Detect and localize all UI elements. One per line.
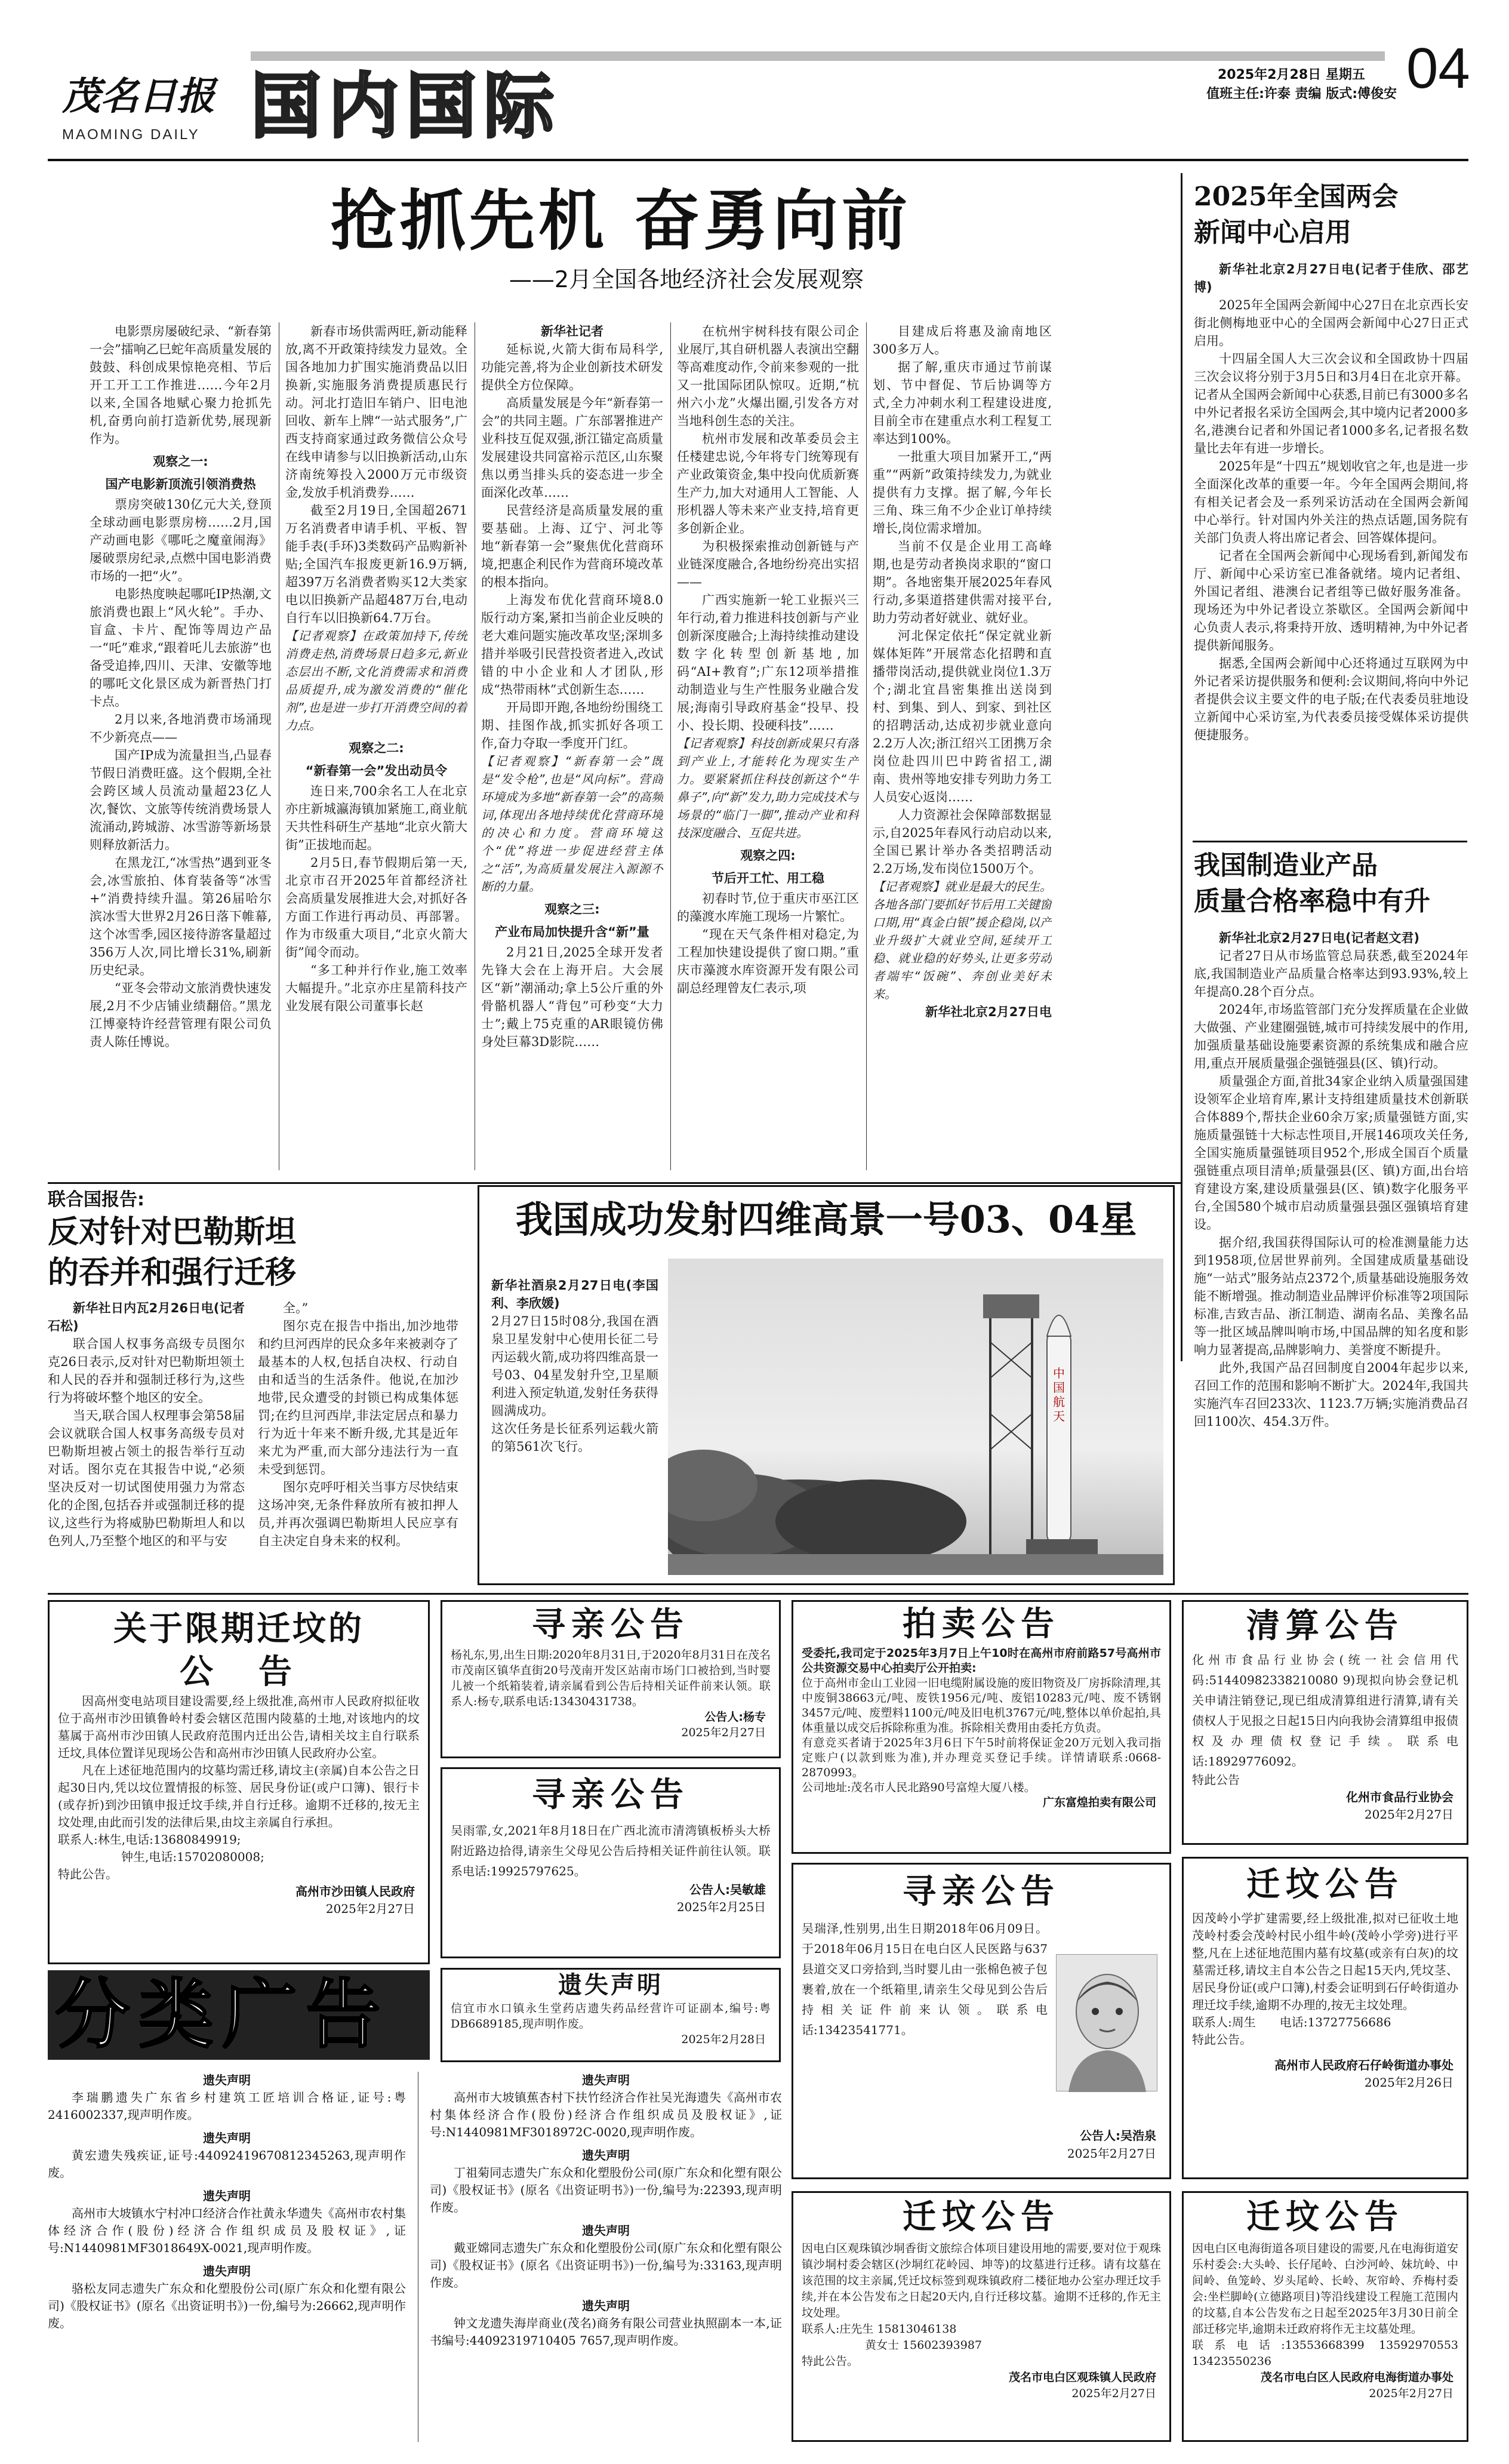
classified-ad [430, 2222, 782, 2291]
divider [670, 322, 671, 1170]
npc-title-2: 新闻中心启用 [1194, 217, 1351, 248]
byline: 新华社北京2月27日电(记者赵文君) [1219, 931, 1420, 945]
notice-title: 寻亲公告 [532, 1605, 689, 1644]
paragraph: 民营经济是高质量发展的重要基础。上海、辽宁、河北等地“新春第一会”聚焦优化营商环境,把惠企利民作为营商环境改革的根本指向。 [481, 503, 663, 589]
child-photo [1056, 1954, 1157, 2091]
notice-signature: 公告人:吴敏雄 [689, 1882, 766, 1897]
classified-ad-body: 黄宏遗失残疾证,证号:44092419670812345263,现声明作废。 [48, 2148, 406, 2180]
satellite-title: 我国成功发射四维高景一号03、04星 [515, 1198, 1137, 1241]
notice-body: 有意竞买者请于2025年3月6日下午5时前将保证金20万元划入我司指定账户(以款到账为准),并办理竞买登记手续。详情请联系:0668-2870993。 [802, 1736, 1161, 1779]
notice-family-search-2 [441, 1767, 781, 1958]
paragraph: 新春市场供需两旺,新动能释放,离不开政策持续发力显效。全国各地加力扩围实施消费品以旧换新,实施服务消费提质惠民行动。河北打造旧车销户、旧电池回收、新车上牌“一站式服务”,广西支持商家通过政务微信公众号在线申请参与以旧换新活动,山东济南统筹投入2000万元市级资金,发放手机消费券…… [285, 324, 467, 500]
notice-contact: 联系电话:13553668399 13592970553 13423550236 [1192, 2339, 1458, 2368]
classified-ad [48, 2263, 406, 2332]
notice-contact: 联系人:林生,电话:13680849919; [58, 1832, 241, 1847]
notice-contact: 联系人:庄先生 15813046138 [802, 2323, 957, 2336]
classified-ad-heading: 遗失声明 [582, 2299, 630, 2313]
quality-title-1: 我国制造业产品 [1194, 850, 1378, 881]
notice-grave-relocation [48, 1600, 430, 1964]
notice-grave-relocation-4 [1182, 2191, 1468, 2442]
paragraph: “亚冬会带动文旅消费快速发展,2月不少店铺业绩翻倍。”黑龙江博豪特许经营管理有限公司负责人陈任博说。 [90, 981, 272, 1049]
paragraph: 2月以来,各地消费市场涌现不少新亮点—— [90, 712, 272, 745]
notice-liquidation [1182, 1600, 1468, 1845]
quality-body [1194, 929, 1468, 1431]
notice-title: 关于限期迁坟的 [113, 1609, 364, 1648]
dateline: 新华社北京2月27日电 [925, 1005, 1052, 1019]
notice-date: 2025年2月27日 [1369, 2387, 1453, 2400]
section-heading: 观察之四: [740, 848, 796, 863]
npc-news-center-story [1194, 179, 1468, 830]
classified-ad-heading: 遗失声明 [582, 2223, 630, 2238]
paragraph: 2025年是“十四五”规划收官之年,也是进一步全面深化改革的重要一年。今年全国两会期间,将有相关记者会及一系列采访活动在全国两会新闻中心举行。针对国内外关注的热点话题,国务院有关部门负责人将出席记者会、回答媒体提问。 [1194, 459, 1468, 545]
paragraph: 电影热度映起哪吒IP热潮,文旅消费也跟上“风火轮”。手办、盲盒、卡片、配饰等周边产品一“吒”难求,“跟着吒儿去旅游”也备受追捧,四川、天津、安徽等地的哪吒文化景区成为新晋热门打卡点。 [90, 587, 272, 709]
notice-auction [792, 1600, 1171, 1854]
reporter-observation: 【记者观察】“新春第一会”既是“发令枪”,也是“风向标”。营商环境成为多地“新春第一会”的高频词,体现出各地持续优化营商环境的决心和力度。营商环境这个“优”将进一步促进经营主体之“活”,为高质量发展注入源源不断的力量。 [481, 754, 663, 894]
paragraph: 图尔克呼吁相关当事方尽快结束这场冲突,无条件释放所有被扣押人员,并再次强调巴勒斯坦人民应享有自主决定自身未来的权利。 [258, 1480, 458, 1548]
notice-title: 迁坟公告 [1246, 1865, 1404, 1904]
un-title-1: 反对针对巴勒斯坦 [48, 1214, 297, 1250]
un-kicker: 联合国报告: [48, 1189, 144, 1210]
notice-signature: 化州市食品行业协会 [1346, 1790, 1453, 1804]
npc-title-1: 2025年全国两会 [1194, 182, 1399, 212]
notice-title: 寻亲公告 [903, 1872, 1060, 1911]
paragraph: “现在天气条件相对稳定,为工程加快建设提供了窗口期。”重庆市藻渡水库资源开发有限公司副总经理曾友仁表示,项 [677, 927, 859, 995]
paragraph: 广西实施新一轮工业振兴三年行动,着力推进科技创新与产业创新深度融合;上海持续推动建设数字化转型创新基地,加码“AI+教育”;广东12项举措推动制造业与生产性服务业融合发展;海南引导政府基金“投早、投小、投长期、投硬科技”…… [677, 593, 859, 733]
paragraph: 当前不仅是企业用工高峰期,也是劳动者换岗求职的“窗口期”。各地密集开展2025年春风行动,多渠道搭建供需对接平台,助力劳动者好就业、就好业。 [873, 539, 1052, 625]
right-column-divider [1181, 173, 1182, 1361]
masthead [0, 0, 1509, 179]
notice-contact: 钟生,电话:15702080008; [121, 1850, 264, 1864]
paragraph: 质量强企方面,首批34家企业纳入质量强国建设领军企业培育库,累计支持组建质量技术创新联合体889个,帮扶企业60余万家;质量强链方面,实施质量强链十大标志性项目,开展146项攻关任务,全国实施质量强链项目952个,形成全国百个质量强链重点项目清单;质量强县(区、镇)方面,出台培育建设方案,建设质量强县(区、镇)数字化服务平台,全国580个城市启动质量强县强区强镇培育建设。 [1194, 1074, 1468, 1232]
main-subheadline: ——2月全国各地经济社会发展观察 [509, 266, 864, 293]
notice-signature: 高州市人民政府石仔岭街道办事处 [1274, 2058, 1453, 2072]
reporter-observation: 【记者观察】科技创新成果只有落到产业上,才能转化为现实生产力。要紧紧抓住科技创新这个“牛鼻子”,向“新”发力,助力完成技术与场景的“临门一脚”,推动产业和科技深度融合、互促共进。 [677, 736, 859, 840]
paragraph: 记者在全国两会新闻中心现场看到,新闻发布厅、新闻中心采访室已准备就绪。境内记者组、外国记者组、港澳台记者组等已做好服务准备。现场还为中外记者设立茶歇区。全国两会新闻中心负责人表示,将秉持开放、透明精神,为中外记者提供新闻服务。 [1194, 549, 1468, 653]
notice-signature: 高州市沙田镇人民政府 [295, 1884, 415, 1899]
section-heading: 国产电影新顶流引领消费热 [105, 477, 256, 491]
main-col-1 [90, 322, 272, 1176]
notice-date: 2025年2月27日 [325, 1902, 415, 1916]
paragraph: 因高州变电站项目建设需要,经上级批准,高州市人民政府拟征收位于高州市沙田镇鲁岭村委会辖区范围内陵墓的土地,对该地内的坟墓属于高州市沙田镇人民政府范围内迁出公告,请相关坟主自行联系迁坟,具体位置详见现场公告和高州市沙田镇人民政府办公室。 [58, 1694, 420, 1760]
child-portrait-icon [1057, 1955, 1158, 2092]
classified-col-2 [430, 2072, 782, 2442]
section-heading: 观察之三: [544, 902, 600, 916]
quality-title-2: 质量合格率稳中有升 [1194, 886, 1430, 916]
paragraph: 上海发布优化营商环境8.0版行动方案,紧扣当前企业反映的老大难问题实施改革攻坚;深圳多措并举吸引民营投资者进入,改试错的中小企业和人才团队,形成“热带雨林”式创新生态…… [481, 593, 663, 697]
paragraph: 当天,联合国人权理事会第58届会议就联合国人权事务高级专员对巴勒斯坦被占领土的报告举行互动对话。图尔克在其报告中说,“必须坚决反对一切试图使用强力为常态化的企图,包括吞并或强制迁移的提议,这些行为将威胁巴勒斯坦人和以色列人,乃至整个地区的和平与安 [48, 1408, 245, 1548]
main-headline: 抢抓先机 奋勇向前 [330, 182, 911, 259]
paragraph: 在杭州宇树科技有限公司企业展厅,其自研机器人表演出空翻等高难度动作,令前来参观的一批又一批国际团队惊叹。近期,“杭州六小龙”火爆出圈,引发各方对当地科创生态的关注。 [677, 324, 859, 428]
notice-title-2: 公 告 [180, 1652, 298, 1691]
main-col-4 [677, 322, 859, 1176]
notice-date: 2025年2月27日 [1071, 2387, 1156, 2400]
section-heading: 观察之二: [349, 741, 404, 755]
classified-ad [430, 2297, 782, 2349]
notice-contact: 黄女士 15602393987 [865, 2339, 983, 2352]
rocket-launch-photo [668, 1259, 1163, 1575]
paragraph: 2024年,市场监管部门充分发挥质量在企业做大做强、产业建圈强链,城市可持续发展中的作用,加强质量基础设施要素资源的系统集成和融合应用,重点开展质量强企强链强县(区、镇)行动。 [1194, 1002, 1468, 1070]
classified-ad-heading: 遗失声明 [203, 2189, 251, 2203]
paragraph: 一批重大项目加紧开工,“两重”“两新”政策持续发力,为就业提供有力支撑。据了解,今年长三角、珠三角不少企业订单持续增长,岗位需求增加。 [873, 450, 1052, 536]
paragraph: 联合国人权事务高级专员图尔克26日表示,反对针对巴勒斯坦领土和人民的吞并和强制迁移行为,这些行为将破坏整个地区的安全。 [48, 1337, 245, 1405]
byline: 新华社记者 [541, 324, 603, 339]
notice-title: 拍卖公告 [903, 1604, 1060, 1644]
notice-body: 因电白区观珠镇沙垌香街文旅综合体项目建设用地的需要,要对位于观珠镇沙垌村委会辖区(沙垌红花岭园、坤等)的坟墓进行迁移。请有坟墓在该范围的坟主亲属,凭迁坟标签到观珠镇政府二楼征地办公室办理迁坟手续,并在本公告发布之日起20天内,自行迁移坟墓。逾期不迁移的,作无主坟处理。 [802, 2242, 1161, 2320]
date-line: 2025年2月28日 星期五 [1218, 67, 1365, 82]
notice-body: 吴瑞泽,性别男,出生日期2018年06月09日。于2018年06月15日在电白区人民医路与637县道交叉口旁拾到,当时婴儿由一张棉色被子包裹着,放在一个纸箱里,请亲生父母见到公告后持相关证件前来认领。联系电话:13423541771。 [802, 1921, 1048, 2037]
classified-ad-body: 钟文龙遗失海岸商业(茂名)商务有限公司营业执照副本一本,证书编号:44092319710405 7657,现声明作废。 [430, 2316, 782, 2348]
main-col-3 [481, 322, 663, 1176]
notice-body: 吴雨霏,女,2021年8月18日在广西北流市清湾镇板桥头大桥附近路边拾得,请亲生父母见公告后持相关证件前往认领。联系电话:19925797625。 [451, 1823, 771, 1878]
notice-grave-relocation-3 [792, 2191, 1171, 2442]
notice-signature: 公告人:杨专 [704, 1711, 766, 1724]
classified-ad [430, 2147, 782, 2216]
section-heading: 节后开工忙、用工稳 [712, 871, 824, 885]
un-col-left [48, 1299, 245, 1592]
notice-grave-relocation-2 [1182, 1857, 1468, 2179]
byline: 新华社日内瓦2月26日电(记者石松) [48, 1301, 245, 1333]
classified-ad-heading: 遗失声明 [582, 2073, 630, 2087]
paragraph: 连日来,700余名工人在北京亦庄新城瀛海镇加紧施工,商业航天共性科研生产基地“北京火箭大街”正拔地而起。 [285, 784, 467, 852]
byline: 新华社北京2月27日电(记者于佳欣、邵艺博) [1194, 262, 1468, 294]
notice-body: 信宜市水口镇永生堂药店遗失药品经营许可证副本,编号:粤DB6689185,现声明作废。 [451, 2002, 771, 2031]
notice-body: 化州市食品行业协会(统一社会信用代码:51440982338210080 9)现拟向协会登记机关申请注销登记,现已组成清算组进行清算,请有关债权人于见报之日起15日内向我协会清算组申报债权及办理债权登记手续。联系电话:18929776092。 [1192, 1653, 1458, 1768]
divider [48, 1593, 1468, 1595]
paragraph: 截至2月19日,全国超2671万名消费者申请手机、平板、智能手表(手环)3类数码产品购新补贴;全国汽车报废更新16.9万辆,超397万名消费者购买12大类家电以旧换新产品超487万台,电动自行车以旧换新64.7万台。 [285, 503, 467, 625]
classified-ad-body: 李瑞鹏遗失广东省乡村建筑工匠培训合格证,证号:粤2416002337,现声明作废。 [48, 2090, 406, 2122]
notice-body: 因电白区电海街道各项目建设的需要,凡在电海街道安乐村委会:大头岭、长仔尾岭、白沙河岭、妹坑岭、中间岭、鱼笼岭、岁头尾岭、长岭、灰帘岭、乔梅村委会:坐栏脚岭(立德路项目)等沿线建设工程施工范围内的坟墓,自本公告发布之日起至2025年3月30日前全部迁移完毕,逾期未迁政府将作无主坟墓处理。 [1192, 2242, 1458, 2336]
logo: 茂名日报 [62, 74, 215, 119]
notice-date: 2025年2月27日 [681, 1726, 766, 1739]
notice-body: 位于高州市金山工业园一旧电缆附属设施的废旧物资及厂房拆除清理,其中废铜38663元/吨、废铁1956元/吨、废铝10283元/吨、废不锈钢3457元/吨、废塑料1100元/吨及旧电机3767元/吨,整体以单价起拍,具体重量以成交后拆除称重为准。拆除相关费用由委托方负责。 [802, 1676, 1161, 1734]
notice-date: 2025年2月27日 [1364, 1807, 1453, 1822]
un-story [48, 1188, 478, 1594]
notice-body: 因茂岭小学扩建需要,经上级批准,拟对已征收土地茂岭村委会茂岭村民小组牛岭(茂岭小学旁)进行平整,凡在上述征地范围内墓有坟墓(或亲有白灰)的坟墓需迁移,请坟主自本公告之日起15天内,凭坟茎、居民身份证(或户口簿),村委会证明到石仔岭街道办理迁坟手续,逾期不办理的,按无主坟处理。 [1192, 1911, 1458, 2012]
classified-ad-body: 丁祖菊同志遗失广东众和化塑股份公司(原广东众和化塑有限公司)《股权证书》(原名《出资证明书》)一份,编号为:22393,现声明作废。 [430, 2165, 782, 2214]
paragraph: 延标说,火箭大街布局科学,功能完善,将为企业创新技术研发提供全方位保障。 [481, 342, 663, 392]
section-heading: 产业布局加快提升含“新”量 [495, 925, 649, 939]
reporter-observation: 【记者观察】在政策加持下,传统消费走热,消费场景日趋多元,新业态层出不断,文化消费需求和消费品质提升,成为激发消费的“催化剂”,也是进一步打开消费空间的着力点。 [285, 629, 467, 733]
classified-ad-heading: 遗失声明 [203, 2073, 251, 2087]
notice-signature: 公告人:吴浩泉 [1080, 2128, 1156, 2143]
satellite-story [478, 1185, 1175, 1585]
notice-contact: 联系人:周生 电话:13727756686 [1192, 2015, 1391, 2029]
paragraph: 据悉,全国两会新闻中心还将通过互联网为中外记者采访提供服务和便利:会议期间,将向中外记者提供会议主要文件的电子版;在代表委员驻地设立新闻中心采访室,为代表委员接受媒体采访提供便捷服务。 [1194, 656, 1468, 742]
npc-body [1194, 260, 1468, 744]
section-title: 国内国际 [251, 65, 562, 147]
paragraph: 开局即开跑,各地纷纷围绕工期、挂图作战,抓实抓好各项工作,奋力夺取一季度开门红。 [481, 700, 663, 750]
classified-ad-heading: 遗失声明 [203, 2264, 251, 2278]
paragraph: 据了解,重庆市通过节前谋划、节中督促、节后协调等方式,全力冲刺水利工程建设进度,目前全市在建重点水利工程复工率达到100%。 [873, 360, 1052, 446]
paragraph: 票房突破130亿元大关,登顶全球动画电影票房榜……2月,国产动画电影《哪吒之魔童闹海》屡破票房纪录,点燃中国电影消费市场的一把“火”。 [90, 497, 272, 583]
paragraph: “多工种并行作业,施工效率大幅提升。”北京亦庄星箭科技产业发展有限公司董事长赵 [285, 963, 467, 1013]
notice-title: 迁坟公告 [1246, 2197, 1404, 2237]
paragraph: 人力资源社会保障部数据显示,自2025年春风行动启动以来,全国已累计举办各类招聘活动2.2万场,发布岗位1500万个。 [873, 808, 1052, 876]
paragraph: 2月21日,2025全球开发者先锋大会在上海开启。大会展区“新”潮涌动;拿上5公斤重的外骨骼机器人“背包”可秒变“大力士”;戴上75克重的AR眼镜仿佛身处巨幕3D影院…… [481, 945, 663, 1049]
paragraph: 高质量发展是今年“新春第一会”的共同主题。广东部署推进产业科技互促双强,浙江锚定高质量发展建设共同富裕示范区,山东聚焦以勇当排头兵的姿态进一步全面深化改革…… [481, 396, 663, 500]
classified-ad-heading: 遗失声明 [582, 2148, 630, 2162]
logo-english: MAOMING DAILY [62, 127, 200, 143]
rocket-lettering: 中国航天 [1053, 1366, 1065, 1423]
main-col-5 [873, 322, 1052, 1176]
classified-ad [48, 2072, 406, 2124]
masthead-bottom-rule [48, 159, 1468, 161]
paragraph: 杭州市发展和改革委员会主任楼建忠说,今年将专门统筹现有产业政策资金,集中投向优质新赛生产力,加大对通用人工智能、人形机器人等未来产业支持,培育更多创新企业。 [677, 432, 859, 536]
paragraph: 此外,我国产品召回制度自2004年起步以来,召回工作的范围和影响不断扩大。2024年,我国共实施汽车召回233次、1123.7万辆;实施消费品召回1100次、454.3万件。 [1194, 1361, 1468, 1429]
paragraph: 2025年全国两会新闻中心27日在北京西长安街北侧梅地亚中心的全国两会新闻中心27日正式启用。 [1194, 298, 1468, 348]
notice-signature: 茂名市电白区人民政府电海街道办事处 [1260, 2371, 1453, 2384]
paragraph: 2月5日,春节假期后第一天,北京市召开2025年首都经济社会高质量发展推进大会,对抓好各方面工作进行再动员、再部署。作为市级重大项目,“北京火箭大街”闻令而动。 [285, 856, 467, 959]
classified-ad-body: 戴亚嫦同志遗失广东众和化塑股份公司(原广东众和化塑有限公司)《股权证书》(原名《出资证明书》)一份,编号为:33163,现声明作废。 [430, 2241, 782, 2290]
notice-address: 公司地址:茂名市人民北路90号富煌大厦八楼。 [802, 1781, 1036, 1794]
classified-banner-text: 分类广告 [48, 1970, 430, 2060]
notice-title: 迁坟公告 [903, 2197, 1060, 2237]
classified-ad-body: 高州市大坡镇蕉杏村下扶竹经济合作社吴光海遗失《高州市农村集体经济合作(股份)经济合作组织成员及股权证》,证号:N1440981MF3018972C-0020,现声明作废。 [430, 2090, 782, 2139]
paragraph: 十四届全国人大三次会议和全国政协十四届三次会议将分别于3月5日和3月4日在北京开幕。记者从全国两会新闻中心获悉,目前已有3000多名中外记者报名采访全国两会,其中境内记者2000多名,港澳台记者和外国记者1000多名,记者报名数量比去年有进一步增长。 [1194, 352, 1468, 456]
satellite-text: 新华社酒泉2月27日电(李国利、李欣媛) 2月27日15时08分,我国在酒泉卫星发射中心使用长征二号丙运载火箭,成功将四维高景一号03、04星发射升空,卫星顺利进入预定轨道,发射任务获得圆满成功。 这次任务是长征系列运载火箭的第561次飞行。 [491, 1278, 658, 1454]
notice-title: 清算公告 [1246, 1606, 1404, 1645]
notice-date: 2025年2月28日 [681, 2033, 766, 2046]
classified-ad-heading: 遗失声明 [203, 2131, 251, 2145]
notice-family-search-1 [441, 1600, 781, 1758]
notice-body: 杨礼东,男,出生日期:2020年8月31日,于2020年8月31日在茂名市茂南区镇华直街20号茂南开发区站南市场门口被拾到,当时婴儿被一个纸箱装着,请亲属看到公告后持相关证件前来认领。联系人:杨专,联系电话:13430431738。 [451, 1648, 771, 1708]
un-col-right [258, 1299, 458, 1592]
notice-date: 2025年2月26日 [1364, 2075, 1453, 2090]
reporter-observation: 【记者观察】就业是最大的民生。各地各部门要抓好节后用工关键窗口期,用“真金白银”援企稳岗,以产业升级扩大就业空间,延续开工稳、就业稳的好势头,让更多劳动者端牢“饭碗”、奔创业美好未来。 [873, 879, 1052, 1001]
paragraph: 为积极探索推动创新链与产业链深度融合,各地纷纷亮出实招—— [677, 539, 859, 589]
classified-ad-body: 骆松友同志遗失广东众和化塑股份公司(原广东众和化塑有限公司)《股权证书》(原名《出资证明书》)一份,编号为:26662,现声明作废。 [48, 2281, 406, 2330]
rocket-launch-illustration [668, 1259, 1163, 1575]
notice-special: 特此公告。 [58, 1867, 118, 1881]
notice-body [50, 1693, 428, 1831]
notice-body-bold: 受委托,我司定于2025年3月7日上午10时在高州市府前路57号高州市公共资源交易中心拍卖厅公开拍卖: [802, 1647, 1161, 1675]
classified-ad [48, 2130, 406, 2182]
notice-signature: 茂名市电白区观珠镇人民政府 [1008, 2371, 1156, 2384]
paragraph: 在黑龙江,“冰雪热”遇到亚冬会,冰雪旅拍、体育装备等“冰雪+”消费持续升温。第26届哈尔滨冰雪大世界2月26日落下帷幕,这个冰雪季,园区接待游客量超过356万人次,同比增长31%,刷新历史纪录。 [90, 856, 272, 977]
notice-special: 特此公告。 [1192, 2032, 1252, 2047]
paragraph: 初春时节,位于重庆市巫江区的藻渡水库施工现场一片繁忙。 [677, 891, 859, 924]
notice-signature: 广东富煌拍卖有限公司 [1042, 1796, 1156, 1809]
divider [866, 322, 867, 1170]
page-number: 04 [1406, 36, 1470, 100]
notice-date: 2025年2月25日 [676, 1900, 766, 1914]
paragraph: 图尔克在报告中指出,加沙地带和约旦河西岸的民众多年来被剥夺了最基本的人权,包括自决权、行动自由和适当的生活条件。他说,在加沙地带,民众遭受的封锁已构成集体惩罚;在约旦河西岸,非法定居点和暴力行为近十年来不断升级,尤其是近年来尤为严重,而大部分违法行为一直未受到惩罚。 [258, 1319, 458, 1476]
classified-ad [430, 2072, 782, 2141]
paragraph: 全。” [283, 1301, 309, 1315]
quality-story [1194, 848, 1468, 1564]
paragraph: 凡在上述征地范围内的坟墓均需迁移,请坟主(亲属)自本公告之日起30日内,凭以坟位置情报的标签、居民身份证(或户口簿)、银行卡(或存折)到沙田镇申报迁坟手续,并自行迁移。逾期不迁移的,按无主坟处理,由此而引发的法律后果,由坟主亲属自行承担。 [58, 1763, 420, 1829]
paragraph: 河北保定依托“保定就业新媒体矩阵”开展常态化招聘和直播带岗活动,提供就业岗位1.3万个;湖北宜昌密集推出送岗到村、到集、到人、到家、到社区的招聘活动,达成初步就业意向2.2万人次;浙江绍兴工团携万余岗位赴四川巴中跨省招工,湖南、贵州等地安排专列助力务工人员安心返岗…… [873, 629, 1052, 804]
notice-special: 特此公告 [1192, 1773, 1240, 1787]
editor-line: 值班主任:许泰 责编 版式:傅俊安 [1206, 87, 1397, 101]
main-col-2 [285, 322, 467, 1176]
classified-col-1 [48, 2072, 406, 2442]
divider [48, 1182, 1181, 1184]
notice-special: 特此公告。 [802, 2355, 859, 2368]
paragraph: 记者27日从市场监管总局获悉,截至2024年底,我国制造业产品质量合格率达到93.93%,较上年提高0.28个百分点。 [1194, 949, 1468, 999]
classified-ad [48, 2188, 406, 2257]
paragraph: 国产IP成为流量担当,凸显春节假日消费旺盛。这个假期,全社会跨区域人员流动量超23亿人次,餐饮、文旅等传统消费场景人流涌动,跨城游、冰雪游等新场景则释放新活力。 [90, 748, 272, 852]
classified-banner [48, 1970, 430, 2060]
paragraph: 电影票房屡破纪录、“新春第一会”擂响乙巳蛇年高质量发展的鼓鼓、科创成果惊艳亮相、节后开工开工工作推进……今年2月以来,全国各地赋心聚力抢抓先机,奋勇向前打造新优势,展现新作为。 [90, 324, 272, 446]
classified-ad-body: 高州市大坡镇水宁村冲口经济合作社黄永华遗失《高州市农村集体经济合作(股份)经济合作组织成员及股权证》,证号:N1440981MF3018649X-0021,现声明作废。 [48, 2206, 406, 2255]
section-heading: “新春第一会”发出动员令 [305, 764, 448, 778]
un-title-2: 的吞并和强行迁移 [48, 1254, 297, 1291]
section-heading: 观察之一: [153, 454, 208, 469]
notice-family-search-3 [792, 1863, 1171, 2179]
notice-title: 寻亲公告 [532, 1775, 689, 1814]
paragraph: 据介绍,我国获得国际认可的检准测量能力达到1958项,位居世界前列。全国建成质量基础设施“一站式”服务站点2372个,质量基础设施服务效能不断增强。推动制造业品牌评价标准等2项国际标准,吉致吉品、浙江制造、湖南名品、美豫名品等一批区域品牌叫响市场,中国品牌的知名度和影响力显著提高,品牌影响力、美誉度不断提升。 [1194, 1235, 1468, 1357]
paragraph: 目建成后将惠及渝南地区300多万人。 [873, 324, 1052, 356]
lost-statement-main [441, 1968, 781, 2062]
masthead-rule [251, 51, 1385, 61]
notice-title: 遗失声明 [558, 1971, 663, 1999]
divider [1193, 841, 1467, 842]
notice-date: 2025年2月27日 [1067, 2146, 1156, 2161]
